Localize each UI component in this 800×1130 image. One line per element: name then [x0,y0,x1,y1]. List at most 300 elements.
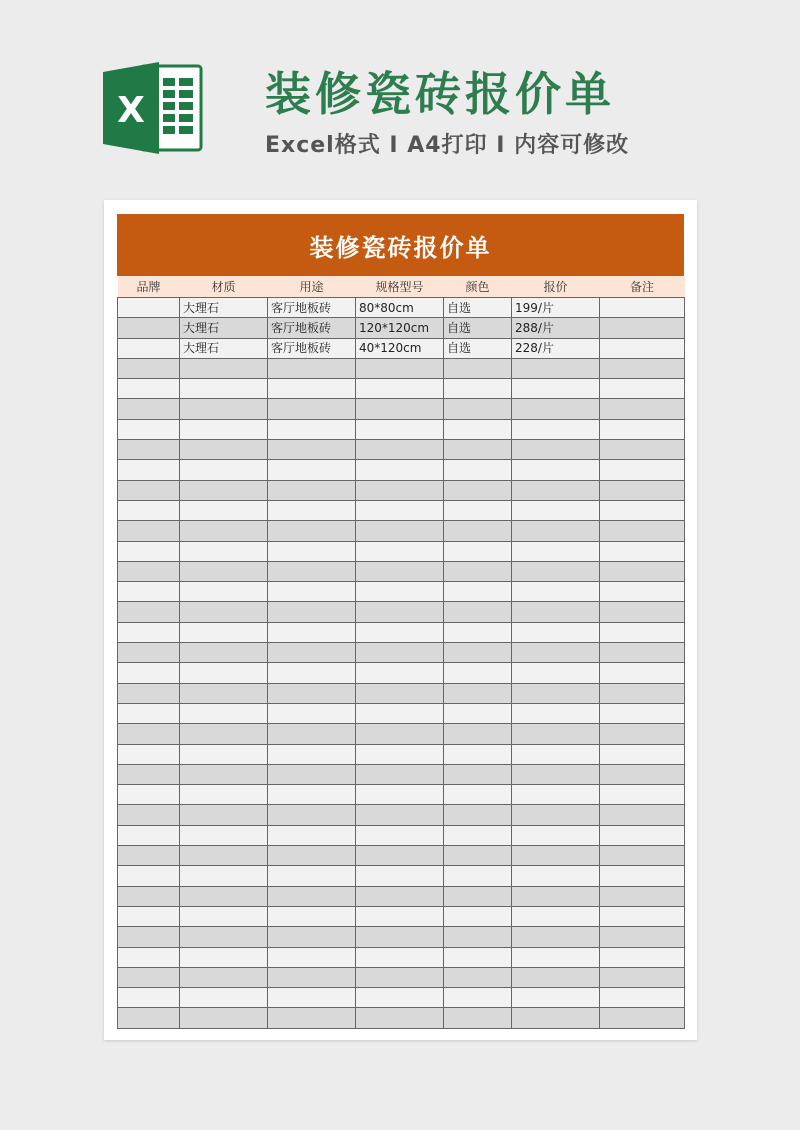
table-cell[interactable] [356,399,444,419]
table-cell[interactable] [118,338,180,358]
column-header[interactable]: 材质 [180,276,268,298]
table-cell[interactable] [356,703,444,723]
table-cell[interactable] [180,460,268,480]
table-cell[interactable] [268,440,356,460]
table-cell[interactable] [118,582,180,602]
table-cell[interactable] [444,602,512,622]
table-cell[interactable] [118,825,180,845]
table-cell[interactable] [600,663,685,683]
table-cell[interactable] [268,683,356,703]
table-cell[interactable] [118,643,180,663]
table-header-row [118,276,685,298]
table-cell[interactable] [268,825,356,845]
table-cell[interactable] [444,480,512,500]
table-cell[interactable] [180,846,268,866]
table-cell[interactable] [356,419,444,439]
sheet-title[interactable]: 装修瓷砖报价单 [117,214,684,276]
table-cell[interactable] [600,947,685,967]
table-cell[interactable] [600,358,685,378]
table-cell[interactable] [118,988,180,1008]
table-cell[interactable] [118,622,180,642]
table-cell[interactable] [356,683,444,703]
table-cell[interactable] [600,988,685,1008]
table-cell[interactable] [118,927,180,947]
table-cell[interactable] [118,440,180,460]
table-cell[interactable] [600,805,685,825]
table-cell[interactable] [444,703,512,723]
table-cell[interactable] [444,500,512,520]
table-cell[interactable] [512,582,600,602]
table-cell[interactable]: 199/片 [512,298,600,318]
table-cell[interactable] [268,927,356,947]
table-cell[interactable] [512,379,600,399]
table-cell[interactable] [512,602,600,622]
table-cell[interactable]: 228/片 [512,338,600,358]
table-cell[interactable] [268,500,356,520]
table-cell[interactable] [118,500,180,520]
table-row [118,744,685,764]
table-cell[interactable] [268,561,356,581]
table-cell[interactable] [600,906,685,926]
table-cell[interactable] [268,744,356,764]
table-cell[interactable]: 自选 [444,338,512,358]
table-cell[interactable]: 288/片 [512,318,600,338]
table-cell[interactable] [512,480,600,500]
table-cell[interactable] [444,906,512,926]
column-header[interactable]: 报价 [512,276,600,298]
table-cell[interactable] [268,582,356,602]
page-subtitle: Excel格式 I A4打印 I 内容可修改 [265,133,630,158]
table-cell[interactable] [444,947,512,967]
table-cell[interactable] [600,379,685,399]
page-header [0,0,800,200]
table-row [118,846,685,866]
table-cell[interactable] [268,1008,356,1028]
table-cell[interactable] [444,988,512,1008]
table-cell[interactable]: 自选 [444,298,512,318]
table-cell[interactable] [268,622,356,642]
table-cell[interactable] [356,805,444,825]
table-cell[interactable] [512,724,600,744]
table-cell[interactable] [118,805,180,825]
table-cell[interactable] [268,805,356,825]
table-cell[interactable] [180,541,268,561]
table-cell[interactable] [512,541,600,561]
table-cell[interactable] [512,521,600,541]
logo-letter: X [117,90,145,131]
table-cell[interactable] [118,906,180,926]
table-cell[interactable] [180,724,268,744]
table-cell[interactable] [600,298,685,318]
table-cell[interactable] [600,886,685,906]
table-cell[interactable] [356,744,444,764]
table-cell[interactable] [512,358,600,378]
table-cell[interactable] [180,805,268,825]
table-cell[interactable] [444,683,512,703]
table-cell[interactable] [512,927,600,947]
table-row [118,785,685,805]
table-row [118,582,685,602]
table-cell[interactable] [268,602,356,622]
table-cell[interactable] [118,358,180,378]
column-header[interactable]: 规格型号 [356,276,444,298]
table-cell[interactable] [444,866,512,886]
table-row [118,318,685,338]
table-cell[interactable] [444,440,512,460]
table-cell[interactable] [180,927,268,947]
table-cell[interactable] [512,967,600,987]
table-cell[interactable] [180,703,268,723]
table-cell[interactable] [180,480,268,500]
table-cell[interactable] [444,521,512,541]
table-cell[interactable] [512,866,600,886]
table-cell[interactable]: 大理石 [180,298,268,318]
table-row [118,947,685,967]
table-cell[interactable] [118,1008,180,1028]
table-cell[interactable] [180,947,268,967]
table-row [118,440,685,460]
table-cell[interactable] [118,379,180,399]
table-cell[interactable] [600,500,685,520]
quote-table [117,276,685,1029]
table-row [118,460,685,480]
table-cell[interactable] [600,785,685,805]
table-cell[interactable] [180,643,268,663]
table-cell[interactable] [180,521,268,541]
table-cell[interactable] [444,663,512,683]
table-cell[interactable] [356,947,444,967]
table-cell[interactable] [118,947,180,967]
table-cell[interactable] [268,764,356,784]
table-cell[interactable] [268,419,356,439]
table-cell[interactable] [600,866,685,886]
page-title: 装修瓷砖报价单 [265,67,615,121]
table-cell[interactable] [600,582,685,602]
table-cell[interactable] [118,541,180,561]
table-cell[interactable] [444,927,512,947]
table-cell[interactable] [268,967,356,987]
table-cell[interactable] [444,967,512,987]
table-cell[interactable] [118,419,180,439]
table-cell[interactable] [512,906,600,926]
table-cell[interactable] [356,480,444,500]
table-cell[interactable] [118,561,180,581]
table-cell[interactable] [512,744,600,764]
table-cell[interactable] [118,703,180,723]
table-cell[interactable] [180,683,268,703]
table-cell[interactable]: 客厅地板砖 [268,318,356,338]
table-row [118,399,685,419]
table-cell[interactable] [268,379,356,399]
table-cell[interactable] [268,846,356,866]
table-row [118,358,685,378]
table-cell[interactable] [512,440,600,460]
table-cell[interactable] [356,541,444,561]
table-cell[interactable] [356,500,444,520]
table-cell[interactable] [512,785,600,805]
table-cell[interactable] [118,846,180,866]
table-row [118,622,685,642]
table-cell[interactable] [356,663,444,683]
table-cell[interactable] [600,419,685,439]
table-row [118,703,685,723]
column-header[interactable]: 品牌 [118,276,180,298]
table-cell[interactable] [118,663,180,683]
table-cell[interactable] [444,399,512,419]
table-cell[interactable] [512,399,600,419]
table-cell[interactable]: 40*120cm [356,338,444,358]
table-row [118,886,685,906]
table-cell[interactable] [600,440,685,460]
table-cell[interactable] [356,643,444,663]
table-row [118,764,685,784]
table-body [118,298,685,1029]
table-cell[interactable] [512,561,600,581]
table-row [118,602,685,622]
table-row [118,480,685,500]
table-cell[interactable] [118,785,180,805]
table-cell[interactable] [512,947,600,967]
table-cell[interactable] [600,724,685,744]
table-cell[interactable] [444,724,512,744]
table-cell[interactable] [180,967,268,987]
table-row [118,967,685,987]
table-cell[interactable] [512,703,600,723]
table-row [118,663,685,683]
table-row [118,643,685,663]
table-cell[interactable] [180,622,268,642]
table-cell[interactable] [180,399,268,419]
table-cell[interactable] [356,582,444,602]
table-cell[interactable] [444,744,512,764]
column-header[interactable]: 颜色 [444,276,512,298]
table-cell[interactable] [512,683,600,703]
table-cell[interactable] [356,846,444,866]
table-cell[interactable] [118,298,180,318]
table-row [118,379,685,399]
table-cell[interactable] [600,825,685,845]
column-header[interactable]: 用途 [268,276,356,298]
table-cell[interactable] [444,764,512,784]
table-cell[interactable]: 客厅地板砖 [268,298,356,318]
table-cell[interactable] [512,764,600,784]
table-cell[interactable] [268,521,356,541]
table-row [118,298,685,318]
table-cell[interactable]: 客厅地板砖 [268,338,356,358]
table-cell[interactable] [444,582,512,602]
table-cell[interactable] [180,663,268,683]
table-cell[interactable] [118,399,180,419]
table-cell[interactable] [600,846,685,866]
table-cell[interactable] [356,379,444,399]
table-cell[interactable] [512,846,600,866]
table-cell[interactable] [444,846,512,866]
table-cell[interactable] [268,399,356,419]
table-cell[interactable] [512,663,600,683]
table-cell[interactable] [600,460,685,480]
table-cell[interactable] [268,906,356,926]
table-cell[interactable] [600,602,685,622]
table-cell[interactable] [180,825,268,845]
table-cell[interactable]: 80*80cm [356,298,444,318]
table-cell[interactable] [444,805,512,825]
table-cell[interactable] [180,419,268,439]
table-cell[interactable] [444,886,512,906]
table-cell[interactable] [356,825,444,845]
table-cell[interactable] [600,521,685,541]
table-cell[interactable] [118,602,180,622]
table-cell[interactable] [180,1008,268,1028]
table-cell[interactable] [180,358,268,378]
table-cell[interactable] [268,643,356,663]
table-cell[interactable] [180,764,268,784]
table-cell[interactable]: 大理石 [180,338,268,358]
table-cell[interactable] [600,683,685,703]
table-cell[interactable] [512,886,600,906]
table-cell[interactable] [356,967,444,987]
table-cell[interactable] [356,622,444,642]
table-cell[interactable] [180,988,268,1008]
table-cell[interactable] [268,480,356,500]
table-cell[interactable] [180,785,268,805]
table-cell[interactable] [600,480,685,500]
table-cell[interactable] [600,541,685,561]
table-cell[interactable] [356,906,444,926]
table-cell[interactable] [356,1008,444,1028]
table-row [118,805,685,825]
table-cell[interactable] [118,521,180,541]
table-cell[interactable] [512,988,600,1008]
table-cell[interactable] [444,1008,512,1028]
table-cell[interactable] [444,460,512,480]
table-cell[interactable] [600,1008,685,1028]
table-cell[interactable] [268,724,356,744]
table-cell[interactable] [600,561,685,581]
table-cell[interactable] [600,643,685,663]
table-cell[interactable] [118,744,180,764]
table-cell[interactable] [600,399,685,419]
table-cell[interactable] [444,561,512,581]
table-cell[interactable] [512,419,600,439]
table-cell[interactable] [118,967,180,987]
table-cell[interactable] [444,825,512,845]
table-cell[interactable] [444,785,512,805]
table-cell[interactable] [180,866,268,886]
table-cell[interactable] [512,460,600,480]
table-cell[interactable] [118,764,180,784]
table-cell[interactable] [180,582,268,602]
table-cell[interactable] [512,643,600,663]
table-row [118,866,685,886]
table-cell[interactable] [268,988,356,1008]
table-cell[interactable] [180,379,268,399]
table-cell[interactable] [600,927,685,947]
table-cell[interactable] [444,622,512,642]
table-row [118,521,685,541]
spreadsheet-page [104,200,697,1040]
table-cell[interactable] [268,358,356,378]
table-cell[interactable] [118,480,180,500]
table-row [118,561,685,581]
table-cell[interactable] [512,825,600,845]
table-cell[interactable] [444,379,512,399]
table-cell[interactable] [356,724,444,744]
table-cell[interactable] [118,724,180,744]
table-cell[interactable] [356,358,444,378]
table-row [118,338,685,358]
table-cell[interactable] [356,521,444,541]
table-cell[interactable] [118,460,180,480]
table-cell[interactable] [268,541,356,561]
table-row [118,724,685,744]
table-cell[interactable] [444,541,512,561]
table-cell[interactable] [600,744,685,764]
table-cell[interactable] [600,967,685,987]
table-cell[interactable] [356,440,444,460]
table-cell[interactable] [356,785,444,805]
table-cell[interactable] [356,764,444,784]
table-cell[interactable] [118,866,180,886]
table-cell[interactable] [356,602,444,622]
table-cell[interactable] [180,561,268,581]
table-cell[interactable] [356,866,444,886]
table-cell[interactable] [118,886,180,906]
table-cell[interactable] [268,886,356,906]
table-cell[interactable] [444,643,512,663]
table-cell[interactable] [180,906,268,926]
table-cell[interactable] [600,318,685,338]
table-cell[interactable] [512,805,600,825]
table-cell[interactable] [600,764,685,784]
table-cell[interactable] [180,886,268,906]
excel-logo-icon [103,60,203,156]
table-cell[interactable] [512,1008,600,1028]
table-row [118,500,685,520]
table-cell[interactable] [180,744,268,764]
table-cell[interactable] [444,358,512,378]
table-cell[interactable]: 120*120cm [356,318,444,338]
table-cell[interactable]: 自选 [444,318,512,338]
table-row [118,419,685,439]
table-cell[interactable] [180,440,268,460]
table-cell[interactable] [180,500,268,520]
table-cell[interactable] [118,683,180,703]
table-cell[interactable] [356,988,444,1008]
table-cell[interactable] [118,318,180,338]
table-cell[interactable] [180,602,268,622]
table-cell[interactable] [600,338,685,358]
table-cell[interactable] [356,886,444,906]
table-row [118,906,685,926]
table-cell[interactable] [356,927,444,947]
table-cell[interactable] [268,785,356,805]
table-row [118,1008,685,1028]
table-cell[interactable] [268,947,356,967]
table-cell[interactable] [600,622,685,642]
table-cell[interactable] [444,419,512,439]
table-cell[interactable] [268,703,356,723]
table-cell[interactable] [512,500,600,520]
table-cell[interactable] [268,663,356,683]
table-cell[interactable] [600,703,685,723]
table-cell[interactable] [512,622,600,642]
table-cell[interactable] [356,460,444,480]
table-cell[interactable] [268,460,356,480]
table-cell[interactable]: 大理石 [180,318,268,338]
column-header[interactable]: 备注 [600,276,685,298]
table-cell[interactable] [356,561,444,581]
table-cell[interactable] [268,866,356,886]
